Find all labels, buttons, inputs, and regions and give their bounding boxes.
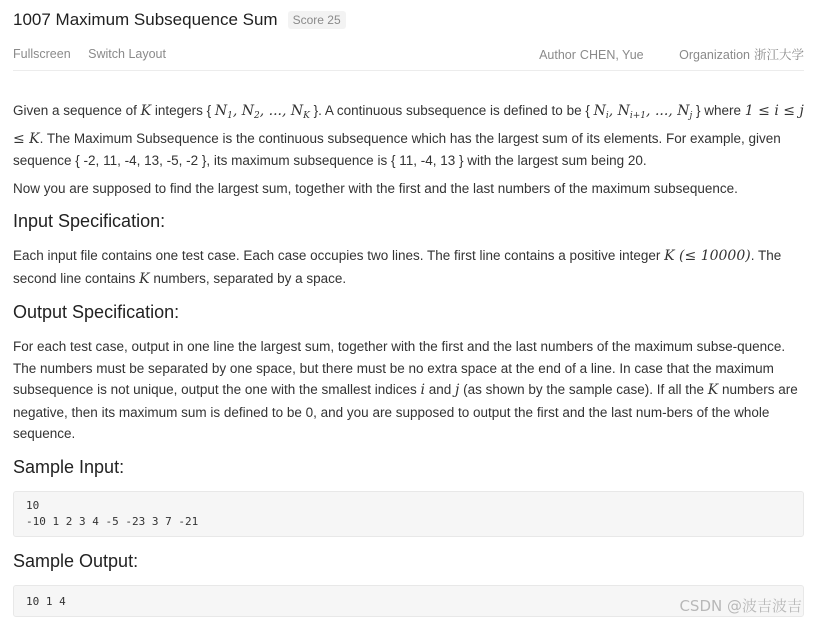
meta-row [13,40,804,71]
sample-input-heading: Sample Input: [13,456,125,477]
text-segment: numbers are negative, then its maximum sum is defined to be 0, and you are supposed to output the first and the last num-bers of the whole sequence. [13,382,798,441]
description-paragraph-2: Now you are supposed to find the largest sum, together with the first and the last numbers of the maximum subsequence. [13,180,738,196]
text-segment: integers { [151,103,215,118]
math-j: j [455,382,460,398]
math-k-limit: K (≤ 10000) [664,248,751,264]
output-spec-text [13,336,804,445]
problem-page [13,0,804,629]
watermark: CSDN @波吉波吉 [679,597,802,615]
author-info [523,48,644,62]
math-condition: 1 ≤ i ≤ j ≤ K [13,103,804,147]
math-k: K [140,103,152,119]
problem-meta [507,45,804,63]
toolbar [13,47,180,61]
description-paragraph [13,100,804,172]
text-segment: (as shown by the sample case). If all the [459,382,708,397]
input-spec-heading: Input Specification: [13,211,166,231]
text-segment: For each test case, output in one line the largest sum, together with the first and the last numbers of the maximum subse-quence. The numbers must be separated by one space, but there must be no extra space at the end of a line. In case that the maximum subsequence is not unique, output the one with the smallest indices [13,339,786,397]
text-segment: and [425,382,456,397]
text-segment: Each input file contains one test case. Each case occupies two lines. The first line contains a positive integer [13,248,665,263]
text-segment: }. A continuous subsequence is defined to be { [309,103,594,118]
input-spec-text [13,245,804,290]
score-badge: Score 25 [288,11,346,29]
fullscreen-button[interactable]: Fullscreen [13,47,71,61]
organization-value: 浙江大学 [753,48,804,62]
author-label: Author [539,48,576,62]
title-row [13,0,804,40]
organization-label: Organization [679,48,750,62]
text-segment: . The Maximum Subsequence is the continuous subsequence which has the largest sum of its elements. For example, given sequence { -2, 11, -4, 13, -5, -2 }, its maximum subsequence is { 11, -4, 13 } with the largest sum being 20. [13,130,781,168]
sample-output-code[interactable]: 10 1 4 [13,585,804,617]
author-value: CHEN, Yue [579,48,644,62]
math-subsequence: $N_i$, $N_{i+1}$, ..., $N_j$ [593,103,693,121]
text-segment: Given a sequence of [13,103,141,118]
sample-output-heading: Sample Output: [13,550,139,571]
problem-title: 1007 Maximum Subsequence Sum [13,10,278,29]
output-spec-heading: Output Specification: [13,302,180,322]
organization-info [663,48,804,62]
math-k: K [707,382,719,398]
switch-layout-button[interactable]: Switch Layout [88,47,166,61]
problem-description [13,100,804,617]
text-segment: } where [692,103,745,118]
math-k: K [139,270,150,287]
text-segment: . The second line contains [13,248,782,286]
math-i: i [420,382,425,398]
sample-input-code[interactable]: 10 -10 1 2 3 4 -5 -23 3 7 -21 [13,491,804,537]
math-sequence: $N_1$, $N_2$, ..., $N_K$ [214,103,310,121]
text-segment: numbers, separated by a space. [149,270,347,286]
